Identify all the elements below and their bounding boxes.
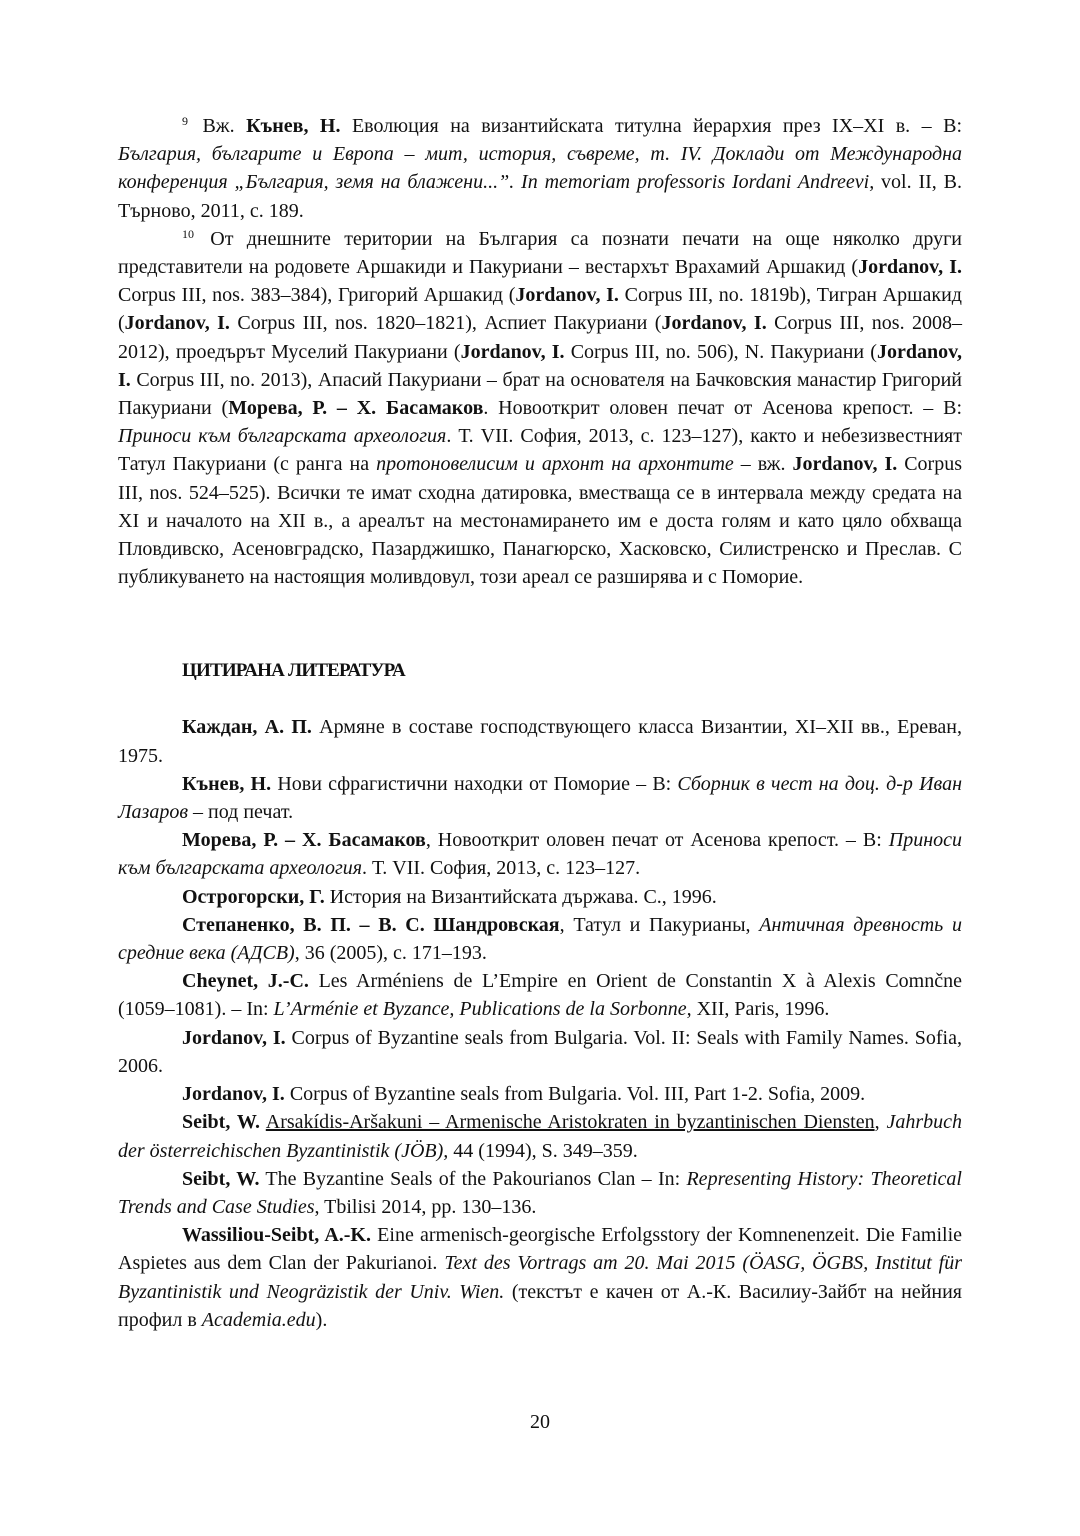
reference-author: Каждан, А. П.: [182, 716, 312, 739]
reference-author: Wassiliou-Seibt, A.-K.: [182, 1224, 371, 1247]
footnote-number: 9: [182, 114, 188, 128]
reference-text: История на Византийската държава. С., 1996.: [324, 885, 717, 908]
reference-text: , Tbilisi 2014, pp. 130–136.: [314, 1195, 537, 1218]
footnote-text: – вж.: [733, 453, 793, 476]
footnote-text: Corpus III, no. 1819b), Тигран Аршакид (: [118, 284, 962, 335]
footnote-9: [118, 112, 962, 225]
reference-item: [118, 713, 962, 769]
reference-text: The Byzantine Seals of the Pakourianos Clan – In:: [259, 1167, 687, 1190]
reference-author: Степаненко, В. П. – В. С. Шандровская: [182, 913, 560, 936]
footnote-author: Jordanov, I.: [515, 284, 619, 307]
reference-title: Jahrbuch der österreichischen Byzantinistik (JÖB),: [118, 1111, 962, 1162]
reference-author: Seibt, W.: [182, 1111, 261, 1134]
reference-text: – под печат.: [188, 801, 294, 824]
reference-title: Text des Vortrags am 20. Mai 2015 (ÖASG, ÖGBS, Institut für Byzantinistik und Neogräzistik der Univ. Wien.: [118, 1252, 963, 1303]
footnote-text: Corpus III, nos. 2008–2012), проедърът Муселий Пакуриани (: [118, 312, 963, 363]
reference-title: Приноси към българската археология: [118, 829, 962, 880]
footnote-author: Кънев, Н.: [246, 115, 341, 137]
footnote-author: Морева, Р. – Х. Басамаков: [228, 397, 484, 420]
footnote-author: Jordanov, I.: [858, 256, 962, 279]
footnote-text: . Новооткрит оловен печат от Асенова крепост. – В:: [483, 397, 963, 420]
reference-author: Морева, Р. – Х. Басамаков: [182, 829, 426, 852]
reference-title: Античная древность и средние века (АДСВ): [118, 913, 962, 965]
page-number: 20: [530, 1411, 550, 1433]
reference-item: [118, 883, 962, 911]
reference-text: Corpus of Byzantine seals from Bulgaria. Vol. III, Part 1-2. Sofia, 2009.: [284, 1083, 866, 1106]
footnote-author: Jordanov, I.: [460, 340, 565, 363]
reference-item: [118, 1080, 962, 1108]
footnote-text: Corpus III, nos. 524–525). Всички те имат сходна датировка, вместваща се в интервала между средата на XI и началото на XII в., а ареалът на местонамирането им е доста голям и като цяло обхваща Пловдивско, Асеновградско, Пазарджишко, Панагюрско, Хасковско, Силистренско и Преслав. С публикуването на настоящия моливдовул, този ареал се разширява и с Поморие.: [118, 453, 963, 589]
footnote-text: Corpus III, no. 506), N. Пакуриани (: [564, 340, 877, 363]
footnote-title: Приноси към българската археология: [118, 425, 447, 448]
footnote-text: Corpus III, no. 2013), Апасий Пакуриани – брат на основателя на Бачковския манастир Григорий Пакуриани (: [118, 368, 962, 420]
reference-author: Jordanov, I.: [182, 1026, 286, 1049]
reference-title: Сборник в чест на доц. д-р Иван Лазаров: [118, 772, 963, 824]
reference-author: Кънев, Н.: [182, 772, 272, 795]
footnote-title: България, българите и Европа – мит, история, съвреме, т. IV. Доклади от Международна конференция „България, земя на блажени...”. In memoriam professoris Iordani Andreevi,: [118, 143, 962, 194]
reference-text: . Т. VII. София, 2013, с. 123–127.: [362, 857, 641, 880]
reference-text: Нови сфрагистични находки от Поморие – В:: [271, 772, 678, 795]
footnote-10: [118, 225, 962, 592]
footnote-title: протоновелисим и архонт на архонтите: [376, 453, 734, 476]
footnote-text: Еволюция на византийската титулна йерархия през IX–XI в. – В:: [340, 115, 962, 137]
footnote-text: . Т. VII. София, 2013, с. 123–127), както и небезизвестният Татул Пакуриани (с ранга на: [118, 425, 962, 476]
footnote-text: vol. II, В. Търново, 2011, с. 189.: [118, 171, 962, 222]
reference-item: [118, 826, 962, 882]
reference-item: [118, 1165, 962, 1221]
footnote-text: От днешните територии на България са познати печати на още няколко други представители на родовете Аршакиди и Пакуриани – вестархът Врахамий Аршакид (: [118, 227, 962, 279]
reference-item: [118, 1221, 962, 1334]
reference-title: Representing History: Theoretical Trends and Case Studies: [118, 1167, 962, 1218]
reference-item: [118, 1108, 962, 1164]
reference-text: , Татул и Пакурианы,: [559, 913, 760, 936]
reference-text: XII, Paris, 1996.: [691, 998, 830, 1021]
footnote-author: Jordanov, I.: [124, 312, 230, 335]
reference-author: Острогорски, Г.: [182, 885, 325, 908]
reference-title: Academia.edu: [201, 1308, 316, 1331]
reference-text: Les Arméniens de L’Empire en Orient de Constantin X à Alexis Comnčne (1059–1081). – In:: [118, 970, 962, 1021]
footnote-text: Corpus III, nos. 383–384), Григорий Аршакид (: [118, 284, 516, 307]
reference-author: Seibt, W.: [182, 1167, 260, 1190]
footnote-text: Вж.: [191, 115, 247, 137]
reference-author: Jordanov, I.: [182, 1083, 285, 1106]
reference-item: [118, 770, 962, 826]
footnote-author: Jordanov, I.: [118, 340, 962, 391]
reference-text: Corpus of Byzantine seals from Bulgaria. Vol. II: Seals with Family Names. Sofia, 2006.: [118, 1026, 962, 1077]
reference-list: [118, 713, 962, 1333]
reference-author: Cheynet, J.-C.: [182, 970, 309, 993]
reference-text: 44 (1994), S. 349–359.: [448, 1139, 638, 1162]
references-heading: ЦИТИРАНА ЛИТЕРАТУРА: [182, 660, 405, 682]
footnote-author: Jordanov, I.: [792, 453, 898, 476]
reference-text: Армяне в составе господствующего класса Византии, XI–XII вв., Ереван, 1975.: [118, 716, 962, 767]
reference-link[interactable]: Arsakídis-Aršakuni – Armenische Aristokraten in byzantinischen Diensten: [265, 1111, 875, 1134]
footnote-author: Jordanov, I.: [661, 312, 767, 335]
reference-item: [118, 1024, 962, 1080]
page-content: [118, 112, 962, 1334]
reference-title: L’Arménie et Byzance, Publications de la Sorbonne,: [273, 998, 692, 1021]
reference-item: [118, 967, 962, 1023]
reference-text: Eine armenisch-georgische Erfolgsstory der Komnenenzeit. Die Familie Aspietes aus dem Clan der Pakurianoi.: [118, 1224, 962, 1275]
reference-text: ,: [874, 1111, 887, 1134]
reference-text: (текстът е качен от А.-К. Василиу-Зайбт на нейния профил в: [118, 1280, 962, 1331]
reference-text: , Новооткрит оловен печат от Асенова крепост. – В:: [425, 829, 889, 852]
reference-text: ).: [315, 1308, 328, 1331]
reference-text: , 36 (2005), с. 171–193.: [294, 942, 487, 965]
reference-item: [118, 911, 962, 967]
footnote-number: 10: [182, 226, 194, 241]
footnote-text: Corpus III, nos. 1820–1821), Аспиет Пакуриани (: [229, 312, 662, 335]
